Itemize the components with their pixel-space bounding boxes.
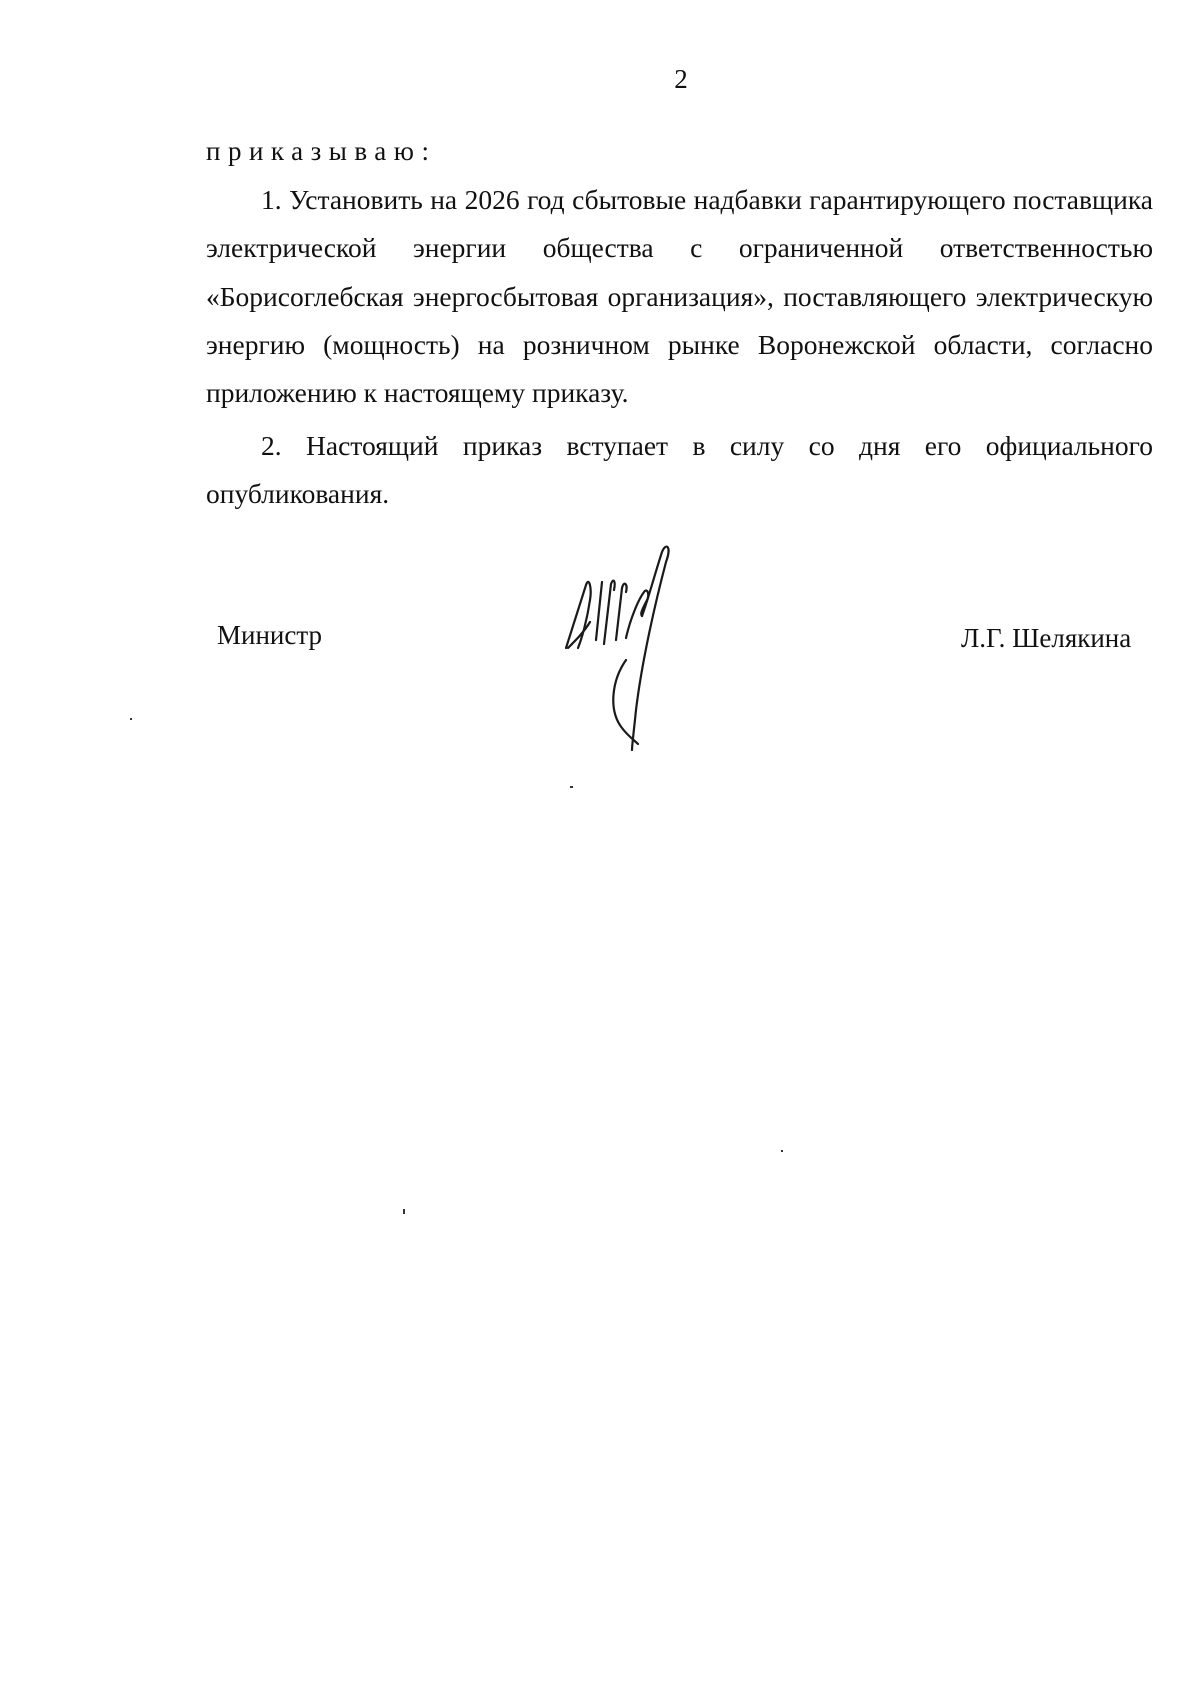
paragraph-1-text: 1. Установить на 2026 год сбытовые надбавки гарантирующего поставщика электрической энергии общества с ограниченной ответственностью «Борисоглебская энергосбытовая организация», поставляющего электрическую энергию (мощность) на розничном рынке Воронежской области, согласно приложению к настоящему приказу. (206, 184, 1153, 409)
scan-speck (781, 1150, 783, 1152)
page-number: 2 (674, 64, 688, 94)
signature-icon (556, 540, 696, 760)
signatory-name: Л.Г. Шелякина (961, 623, 1132, 653)
scan-speck (403, 1209, 405, 1214)
paragraph-1 (206, 176, 1153, 417)
signatory-title: Министр (217, 620, 322, 650)
paragraph-2 (206, 422, 1153, 519)
paragraph-2-text: 2. Настоящий приказ вступает в силу со дня его официального опубликования. (206, 430, 1153, 510)
scan-speck (570, 786, 573, 788)
order-word: приказываю: (206, 136, 437, 166)
scan-speck (130, 718, 132, 720)
